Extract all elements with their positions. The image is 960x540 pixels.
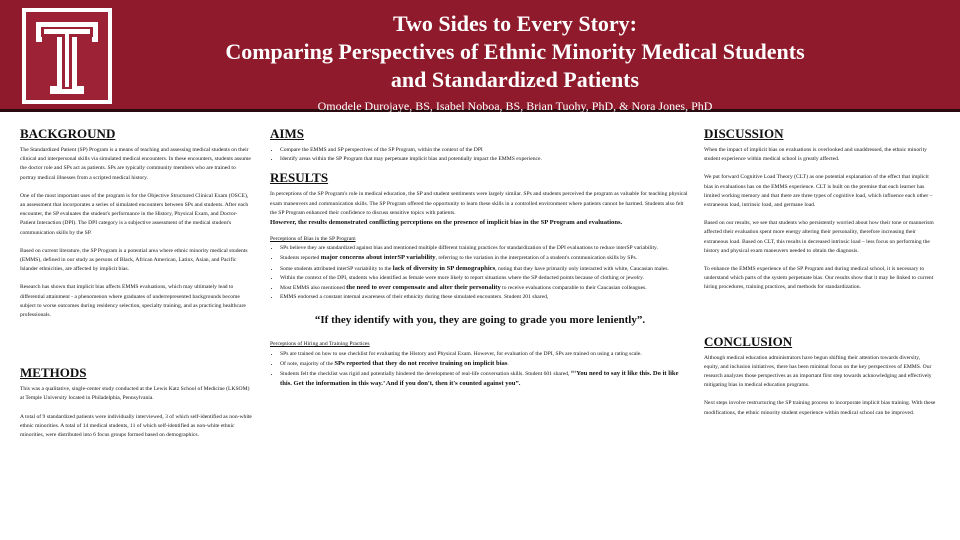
title-banner — [0, 0, 960, 112]
left-column — [20, 126, 252, 449]
results-intro: In perceptions of the SP Program's role in medical education, the SP and student sentiments were largely similar. SPs and students perceived the program as valuable for teaching physical exam maneuvers and communication skills. The SP Program offered the opportunity to learn these skills in a controlled environment where patients cannot be harmed. Students also felt the SP Program enhanced their confidence to discuss sensitive topics with patients. — [270, 191, 688, 216]
list-item: • Of note, majority of the SPs reported that they do not receive training on implicit bias. — [280, 359, 690, 369]
methods-paragraph: This was a qualitative, single-center study conducted at the Lewis Katz School of Medicine (LKSOM) at Temple University located in Philadelphia, Pennsylvania. — [20, 386, 250, 402]
discussion-section — [704, 126, 936, 293]
poster-title-line-2: Comparing Perspectives of Ethnic Minority Medical Students — [225, 39, 805, 64]
list-item: • Students reported major concerns about interSP variability, referring to the variation in the interpretation of a student's communication skills by SPs. — [280, 253, 690, 263]
list-item: • SPs are trained on how to use checklist for evaluating the History and Physical Exam. However, for evaluation of the DPI, SPs are trained on using a rating scale. — [280, 350, 690, 359]
background-heading: BACKGROUND — [20, 126, 116, 141]
discussion-heading: DISCUSSION — [704, 126, 784, 141]
background-paragraph: Research has shown that implicit bias affects EMMS evaluations, which may ultimately lead to differential attainment - a phenomenon where graduates of underrepresented backgrounds become subject to worse outcomes during residency selection, specialty training, and as practicing healthcare professionals. — [20, 284, 246, 319]
poster-title-line-1: Two Sides to Every Story: — [392, 11, 638, 36]
list-item: • Students felt the checklist was rigid and potentially hindered the development of real-life conversation skills. Student 601 shared, “‘You need to say it like this. Do it like this. Get the information in this way.’ And if you don't, then it's counted against you”. — [280, 369, 690, 389]
aims-heading: AIMS — [270, 126, 304, 141]
conclusion-heading: CONCLUSION — [704, 333, 793, 349]
conclusion-paragraph: Although medical education administrators have begun shifting their attention towards diversity, equity, and inclusion initiatives, there has been minimal focus on the key perspectives of EMMS. Our research analyzes those perspectives as an important first step towards acknowledging and effectively mitigating bias in medical education programs. — [704, 354, 932, 389]
results-key-finding: However, the results demonstrated conflicting perceptions on the presence of implicit bias in the SP Program and evaluations. — [270, 219, 623, 227]
title-block — [120, 10, 910, 114]
student-quote: “If they identify with you, they are going to grade you more leniently”. — [314, 314, 646, 327]
bias-perceptions-list — [270, 244, 690, 302]
conclusion-paragraph: Next steps involve restructuring the SP training process to incorporate implicit bias training. With these modifications, the ethnic minority student experience within medical school can be improved. — [704, 400, 936, 416]
results-subheading: Perceptions of Bias in the SP Program — [270, 236, 356, 243]
results-section — [270, 170, 690, 389]
list-item: • Most EMMS also mentioned the need to over compensate and alter their personality to receive evaluations comparable to their Caucasian colleagues. — [280, 283, 690, 293]
aims-section — [270, 126, 690, 164]
background-paragraph: The Standardized Patient (SP) Program is a means of teaching and assessing medical students on their clinical and interpersonal skills via simulated medical encounters. In these encounters, students assume the doctor role and SPs act as patients. SPs are typically community members who are trained to portray medical illnesses from a scripted medical history. — [20, 147, 251, 181]
methods-section — [20, 365, 252, 440]
methods-paragraph: A total of 9 standardized patients were individually interviewed, 3 of which self-identified as non-white ethnic minorities. A total of 14 medical students, 11 of which self-identified as non-white ethnic minorities, were distributed into 6 focus groups formed based on demographics. — [20, 413, 252, 439]
list-item: • SPs believe they are standardized against bias and mentioned multiple different training practices for standardization of the DPI evaluations to reduce interSP variability. — [280, 244, 690, 253]
results-heading: RESULTS — [270, 170, 329, 186]
conclusion-section — [704, 334, 936, 418]
discussion-paragraph: To enhance the EMMS experience of the SP Program and during medical school, it is necessary to understand which parts of the system perpetuate bias. Our results show that it may be linked to current hiring procedures, training practices, and methods for standardization. — [704, 266, 934, 291]
methods-heading: METHODS — [20, 365, 87, 381]
temple-t-logo-icon — [22, 8, 112, 104]
background-paragraph: One of the most important uses of the program is for the Objective Structured Clinical Exam (OSCE), an assessment that incorporates a series of simulated encounters between SPs and students. After each encounter, the SP evaluates the student's performance in the History, Physical Exam, and Doctor-Patient Interaction (DPI). The DPI category is a subjective assessment of the medical student's communication skills by the SP. — [20, 192, 249, 236]
list-item: • Some students attributed interSP variability to the lack of diversity in SP demographics, noting that they have primarily only interacted with white, Caucasian males. — [280, 264, 690, 274]
center-column — [270, 126, 690, 393]
aims-list — [270, 146, 690, 164]
background-paragraph: Based on current literature, the SP Program is a potential area where ethnic minority medical students (EMMS), defined in our study as persons of Black, African American, Latinx, Asian, and Pacific Islander ethnicities, are affected by implicit bias. — [20, 247, 248, 273]
aims-item: • Compare the EMMS and SP perspectives of the SP Program, within the context of the DPI — [280, 146, 690, 155]
discussion-paragraph: Based on our results, we see that students who persistently worried about how their tone or mannerism affected their evaluation spent more energy altering their personality, therefore increasing their extraneous load. Based on CLT, this results in decreased intrinsic load – less focus on performing the history and physical exam maneuvers needed to obtain the diagnosis. — [704, 220, 934, 254]
poster-title-line-3: and Standardized Patients — [390, 67, 640, 92]
right-column — [704, 126, 936, 427]
aims-item: • Identify areas within the SP Program that may perpetuate implicit bias and potentially impact the EMMS experience. — [280, 155, 690, 164]
background-section — [20, 126, 252, 320]
discussion-paragraph: We put forward Cognitive Load Theory (CLT) as one potential explanation of the effect that implicit bias in evaluations has on the EMMS experience. CLT is built on the premise that each learner has limited working memory and that there are three types of cognitive load, which influence each other – extraneous load, intrinsic load, and germane load. — [704, 174, 933, 209]
discussion-paragraph: When the impact of implicit bias on evaluations is overlooked and unaddressed, the ethnic minority student experience within medical school is greatly affected. — [704, 147, 927, 163]
results-subheading: Perceptions of Hiring and Training Practices — [270, 341, 370, 348]
list-item: • EMMS endorsed a constant internal awareness of their ethnicity during these simulated encounters. Student 201 shared, — [280, 293, 690, 302]
author-list: Omodele Durojaye, BS, Isabel Noboa, BS, Brian Tuohy, PhD, & Nora Jones, PhD — [317, 99, 713, 113]
training-practices-list — [270, 350, 690, 390]
list-item: • Within the context of the DPI, students who identified as female were more likely to report situations where the SP deducted points because of clothing or jewelry. — [280, 274, 690, 283]
